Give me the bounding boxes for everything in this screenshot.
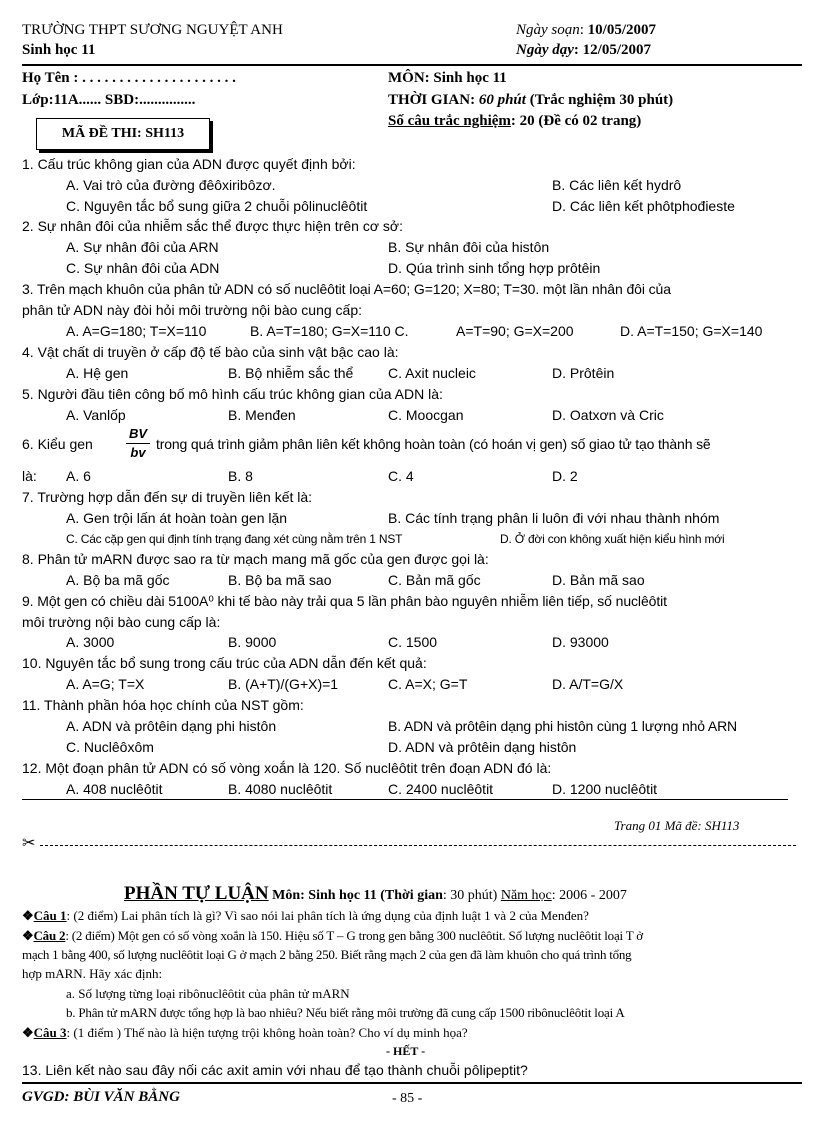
option: B. A=T=180; G=X=110 C.: [250, 323, 409, 339]
class-line: Lớp:11A...... SBD:...............: [22, 92, 196, 108]
exam-code-box: MÃ ĐỀ THI: SH113: [36, 118, 210, 150]
option: A. Sự nhân đôi của ARN: [66, 239, 219, 255]
option: D. Oatxơn và Cric: [552, 407, 664, 423]
exam-subject: MÔN: Sinh học 11: [388, 70, 507, 86]
fraction-numerator: BV: [128, 426, 148, 441]
teach-date: Ngày dạy: 12/05/2007: [516, 42, 651, 58]
option: D. Prôtêin: [552, 365, 615, 381]
option: D. Bản mã sao: [552, 572, 645, 588]
option: A. Gen trội lấn át hoàn toàn gen lặn: [66, 510, 288, 526]
option: D. 93000: [552, 634, 609, 650]
essay-q1: ❖Câu 1: (2 điểm) Lai phân tích là gì? Vì sao nói lai phân tích là ứng dụng của định luật 1 và 2 của Menđen?: [22, 908, 589, 923]
genotype-fraction: [126, 427, 150, 460]
scissors-icon: ✂: [22, 835, 36, 852]
essay-q3-text: : (1 điểm ) Thế nào là hiện tượng trội không hoàn toàn? Cho ví dụ minh họa?: [66, 1025, 468, 1040]
question-13: 13. Liên kết nào sau đây nối các axit amin với nhau để tạo thành chuỗi pôlipeptit?: [22, 1062, 528, 1078]
count-value: : 20 (Đề có 02 trang): [510, 113, 642, 129]
option: A. Bộ ba mã gốc: [66, 572, 170, 588]
essay-duration: : 30 phút): [442, 888, 501, 903]
option: B. ADN và prôtêin dạng phi histôn cùng 1 lượng nhỏ ARN: [388, 718, 738, 734]
question-2: 2. Sự nhân đôi của nhiễm sắc thể được thực hiện trên cơ sở:: [22, 218, 403, 234]
essay-q1-text: : (2 điểm) Lai phân tích là gì? Vì sao nói lai phân tích là ứng dụng của định luật 1 và 2 của Menđen?: [66, 908, 589, 923]
school-name: TRƯỜNG THPT SƯƠNG NGUYỆT ANH: [22, 22, 283, 38]
time-label: THỜI GIAN:: [388, 92, 476, 108]
option: D. A/T=G/X: [552, 676, 624, 692]
option: D. Qúa trình sinh tổng hợp prôtêin: [388, 260, 601, 276]
question-11: 11. Thành phần hóa học chính của NST gồm:: [22, 697, 304, 713]
option: C. Các cặp gen qui định tính trạng đang xét cùng nằm trên 1 NST: [66, 532, 403, 546]
question-9: 9. Một gen có chiều dài 5100A⁰ khi tế bào này trải qua 5 lần phân bào nguyên nhiễm liên tiếp, số nuclêôtit: [22, 593, 667, 609]
essay-q2-line3: hợp mARN. Hãy xác định:: [22, 966, 163, 981]
option: C. 1500: [388, 634, 438, 650]
option: D. Các liên kết phôtphođieste: [552, 198, 735, 214]
cut-line: [40, 845, 796, 846]
student-name-line: Họ Tên : . . . . . . . . . . . . . . . . . . . . .: [22, 70, 236, 86]
option: C. Sự nhân đôi của ADN: [66, 260, 220, 276]
option: A. A=G; T=X: [66, 676, 145, 692]
question-5: 5. Người đầu tiên công bố mô hình cấu trúc không gian của ADN là:: [22, 386, 443, 402]
option: A. 3000: [66, 634, 115, 650]
option: B. Bộ ba mã sao: [228, 572, 332, 588]
question-1: 1. Cấu trúc không gian của ADN được quyết định bởi:: [22, 156, 356, 172]
year-value: : 2006 - 2007: [551, 888, 627, 903]
count-label: Số câu trắc nghiệm: [388, 113, 511, 129]
question-8: 8. Phân tử mARN được sao ra từ mạch mang mã gốc của gen được gọi là:: [22, 551, 489, 567]
fraction-bar: [126, 443, 150, 444]
essay-q2-label: Câu 2: [33, 928, 66, 943]
option: C. 4: [388, 468, 414, 484]
option: C. Nguyên tắc bổ sung giữa 2 chuỗi pôlinuclêôtit: [66, 198, 368, 214]
question-10: 10. Nguyên tắc bổ sung trong cấu trúc của ADN dẫn đến kết quả:: [22, 655, 427, 671]
essay-q3-label: Câu 3: [33, 1025, 67, 1040]
teach-date-value: 12/05/2007: [582, 42, 651, 58]
option: C. Nuclêôxôm: [66, 739, 154, 755]
subject-grade: Sinh học 11: [22, 42, 96, 58]
question-count: [388, 113, 641, 130]
teacher-name: GVGD: BÙI VĂN BẰNG: [22, 1089, 180, 1105]
option: D. Ở đời con không xuất hiện kiểu hình mới: [500, 532, 725, 546]
question-6-cont: là:: [22, 468, 37, 484]
question-7: 7. Trường hợp dẫn đến sự di truyền liên kết là:: [22, 489, 313, 505]
essay-q3: ❖Câu 3: (1 điểm ) Thế nào là hiện tượng trội không hoàn toàn? Cho ví dụ minh họa?: [22, 1025, 468, 1040]
option: B. 9000: [228, 634, 277, 650]
option: A. Hệ gen: [66, 365, 129, 381]
option: D. 2: [552, 468, 578, 484]
option: B. Các tính trạng phân li luôn đi với nhau thành nhóm: [388, 510, 720, 526]
option: C. Axit nucleic: [388, 365, 476, 381]
question-12: 12. Một đoạn phân tử ADN có số vòng xoắn là 120. Số nuclêôtit trên đoạn ADN đó là:: [22, 760, 552, 776]
essay-q1-label: Câu 1: [33, 908, 67, 923]
essay-q2-b: b. Phân tử mARN được tổng hợp là bao nhiêu? Nếu biết rằng môi trường đã cung cấp 1500 ribônuclêôtit loại A: [66, 1005, 625, 1020]
option: A. A=G=180; T=X=110: [66, 323, 207, 339]
page-number: - 85 -: [392, 1091, 423, 1106]
option: C. 2400 nuclêôtit: [388, 781, 494, 797]
option: C. Bản mã gốc: [388, 572, 481, 588]
option: B. 8: [228, 468, 253, 484]
time-note: (Trắc nghiệm 30 phút): [529, 92, 674, 108]
question-3: 3. Trên mạch khuôn của phân tử ADN có số nuclêôtit loại A=60; G=120; X=80; T=30. một lần nhân đôi của: [22, 281, 671, 297]
option: A. Vai trò của đường đêôxiribôzơ.: [66, 177, 276, 193]
fraction-denominator: bv: [130, 445, 146, 460]
option: A. 408 nuclêôtit: [66, 781, 163, 797]
option: C. Moocgan: [388, 407, 464, 423]
option: C. A=X; G=T: [388, 676, 468, 692]
essay-header: [124, 883, 627, 905]
question-4: 4. Vật chất di truyền ở cấp độ tế bào của sinh vật bậc cao là:: [22, 344, 399, 360]
exam-time: [388, 92, 673, 109]
option: B. Sự nhân đôi của histôn: [388, 239, 550, 255]
section-divider: [22, 799, 788, 800]
option: D. ADN và prôtêin dạng histôn: [388, 739, 577, 755]
option: A. ADN và prôtêin dạng phi histôn: [66, 718, 277, 734]
option: B. 4080 nuclêôtit: [228, 781, 333, 797]
essay-q2-line2: mạch 1 bằng 400, số lượng nuclêôtit loại G ở mạch 2 bằng 250. Biết rằng mạch 2 của gen đã làm khuôn cho quá trình tổng: [22, 947, 632, 962]
option: A=T=90; G=X=200: [456, 323, 574, 339]
end-marker: - HẾT -: [386, 1044, 426, 1058]
header-rule: [22, 64, 802, 66]
option: B. Các liên kết hydrô: [552, 177, 682, 193]
prep-date-value: 10/05/2007: [587, 22, 657, 38]
teach-date-label: Ngày dạy: [516, 42, 574, 58]
option: D. 1200 nuclêôtit: [552, 781, 658, 797]
option: B. Menđen: [228, 407, 296, 423]
option: D. A=T=150; G=X=140: [620, 323, 763, 339]
footer-rule: [22, 1082, 802, 1084]
option: B. Bộ nhiễm sắc thể: [228, 365, 354, 381]
option: B. (A+T)/(G+X)=1: [228, 676, 339, 692]
essay-q2-a: a. Số lượng từng loại ribônuclêôtit của phân tử mARN: [66, 986, 350, 1001]
essay-q2: ❖Câu 2: (2 điểm) Một gen có số vòng xoắn là 150. Hiệu số T – G trong gen bằng 300 nuclêôtit. Số lượng nuclêôtit loại T ở: [22, 928, 643, 943]
essay-subtitle: Môn: Sinh học 11 (Thời gian: [268, 888, 443, 903]
question-9-cont: môi trường nội bào cung cấp là:: [22, 614, 221, 630]
question-6: 6. Kiểu gen: [22, 436, 93, 452]
option: A. 6: [66, 468, 91, 484]
question-6-text: trong quá trình giảm phân liên kết không hoàn toàn (có hoán vị gen) số giao tử tạo thành sẽ: [156, 436, 711, 452]
essay-title: PHẦN TỰ LUẬN: [124, 883, 269, 904]
option: A. Vanlốp: [66, 407, 126, 423]
essay-q2-text: : (2 điểm) Một gen có số vòng xoắn là 150. Hiệu số T – G trong gen bằng 300 nuclêôtit. Số lượng nuclêôtit loại T ở: [65, 928, 643, 943]
time-value: 60 phút: [478, 92, 526, 108]
prep-date-label: Ngày soạn: [516, 22, 580, 38]
question-3-cont: phân tử ADN này đòi hỏi môi trường nội bào cung cấp:: [22, 302, 363, 318]
year-label: Năm học: [500, 888, 552, 903]
prep-date: Ngày soạn: 10/05/2007: [516, 22, 657, 38]
page-note: Trang 01 Mã đề: SH113: [614, 818, 740, 833]
